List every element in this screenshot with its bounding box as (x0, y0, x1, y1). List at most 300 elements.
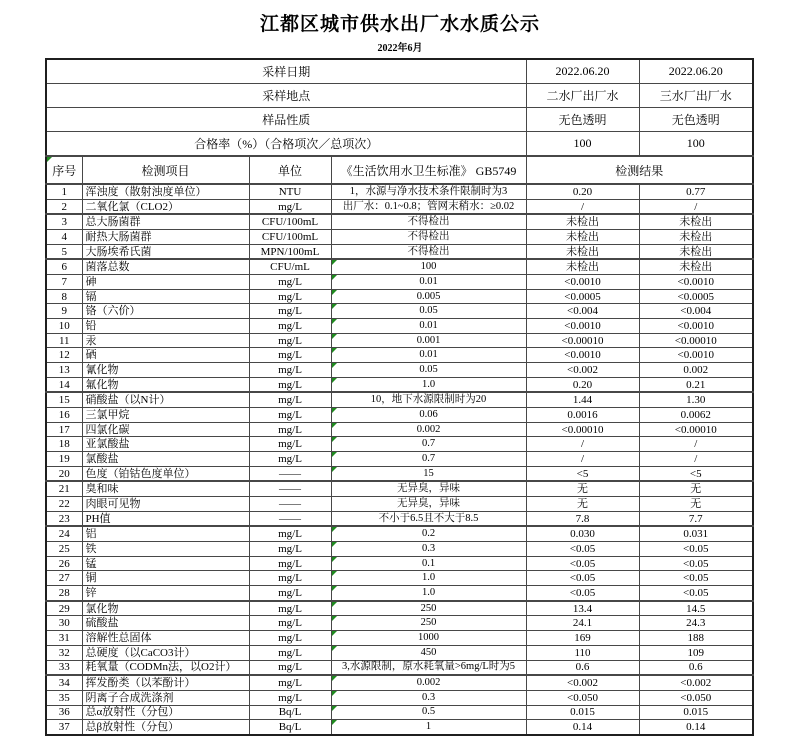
result-plant3-cell: / (639, 452, 753, 467)
water-quality-table (45, 58, 754, 736)
excel-flag-icon (332, 260, 337, 265)
unit-cell: mg/L (249, 408, 331, 423)
unit-cell: Bq/L (249, 705, 331, 720)
excel-flag-icon (332, 290, 337, 295)
row-index-cell: 18 (46, 437, 82, 452)
row-index-cell: 8 (46, 289, 82, 304)
excel-flag-icon (332, 423, 337, 428)
info-row (46, 108, 753, 132)
item-name-cell: 二氧化氯（CLO2） (82, 199, 249, 214)
table-row (46, 363, 753, 378)
row-index-cell: 30 (46, 616, 82, 631)
standard-limit-cell (331, 481, 526, 496)
standard-limit-cell (331, 690, 526, 705)
row-index-cell: 19 (46, 452, 82, 467)
standard-limit-cell (331, 660, 526, 675)
table-row (46, 199, 753, 214)
unit-cell: mg/L (249, 289, 331, 304)
item-name-cell: 铜 (82, 571, 249, 586)
result-plant3-cell: <0.0010 (639, 348, 753, 363)
table-row (46, 511, 753, 526)
table-row (46, 526, 753, 541)
table-row (46, 601, 753, 616)
info-value-plant2: 2022.06.20 (526, 59, 639, 84)
result-plant3-cell: 1.30 (639, 392, 753, 407)
row-index-cell: 28 (46, 586, 82, 601)
result-plant3-cell: <0.00010 (639, 422, 753, 437)
result-plant3-cell: <0.05 (639, 571, 753, 586)
standard-limit-cell (331, 319, 526, 334)
row-index-cell: 13 (46, 363, 82, 378)
item-name-cell: 总大肠菌群 (82, 214, 249, 229)
excel-flag-icon (332, 334, 337, 339)
standard-limit-text: 0.01 (419, 319, 438, 331)
standard-limit-cell (331, 333, 526, 348)
result-plant3-cell: <0.00010 (639, 333, 753, 348)
standard-limit-text: 不小于6.5且不大于8.5 (378, 512, 479, 524)
standard-limit-cell (331, 304, 526, 319)
unit-cell: mg/L (249, 660, 331, 675)
result-plant2-cell: 0.015 (526, 705, 639, 720)
standard-limit-text: 0.3 (421, 691, 436, 703)
standard-limit-text: 10，地下水源限制时为20 (370, 394, 487, 406)
info-value-plant2: 二水厂出厂水 (526, 84, 639, 108)
item-name-cell: 锌 (82, 586, 249, 601)
unit-cell: mg/L (249, 556, 331, 571)
info-label: 采样日期 (46, 59, 526, 84)
result-plant3-cell: 无 (639, 481, 753, 496)
item-name-cell: 氯酸盐 (82, 452, 249, 467)
info-label: 合格率（%）（合格项次／总项次） (46, 132, 526, 157)
row-index-cell: 10 (46, 319, 82, 334)
item-name-cell: 氟化物 (82, 377, 249, 392)
result-plant3-cell: 0.6 (639, 660, 753, 675)
result-plant2-cell: 0.0016 (526, 408, 639, 423)
result-plant2-cell: <0.002 (526, 675, 639, 690)
row-index-cell: 9 (46, 304, 82, 319)
standard-limit-cell (331, 377, 526, 392)
result-plant2-cell: 169 (526, 631, 639, 646)
standard-limit-text: 250 (420, 617, 437, 629)
standard-limit-text: 3,水源限制，原水耗氧量>6mg/L时为5 (341, 661, 516, 673)
result-plant3-cell: 0.031 (639, 526, 753, 541)
result-plant3-cell: <0.0010 (639, 275, 753, 290)
info-row (46, 59, 753, 84)
excel-flag-icon (332, 452, 337, 457)
standard-limit-cell (331, 466, 526, 481)
result-plant3-cell: 14.5 (639, 601, 753, 616)
item-name-cell: 挥发酚类（以苯酚计） (82, 675, 249, 690)
unit-cell: mg/L (249, 363, 331, 378)
result-plant3-cell: <0.05 (639, 542, 753, 557)
unit-cell: mg/L (249, 319, 331, 334)
item-name-cell: 硒 (82, 348, 249, 363)
result-plant2-cell: 未检出 (526, 244, 639, 259)
unit-cell: mg/L (249, 542, 331, 557)
result-plant3-cell: 109 (639, 645, 753, 660)
table-row (46, 319, 753, 334)
item-name-cell: 总β放射性（分包） (82, 720, 249, 735)
unit-cell: mg/L (249, 304, 331, 319)
result-plant3-cell: / (639, 199, 753, 214)
result-plant2-cell: 7.8 (526, 511, 639, 526)
standard-limit-text: 0.1 (421, 557, 436, 569)
table-row (46, 571, 753, 586)
standard-limit-cell (331, 392, 526, 407)
unit-cell: mg/L (249, 275, 331, 290)
table-row (46, 660, 753, 675)
info-value-plant3: 100 (639, 132, 753, 157)
standard-limit-cell (331, 616, 526, 631)
header-standard-cell: 《生活饮用水卫生标准》 GB5749 (331, 156, 526, 184)
excel-flag-icon (332, 378, 337, 383)
excel-flag-icon (332, 275, 337, 280)
result-plant3-cell: 未检出 (639, 259, 753, 274)
table-row (46, 542, 753, 557)
result-plant3-cell: 0.0062 (639, 408, 753, 423)
unit-cell: mg/L (249, 422, 331, 437)
standard-limit-text: 250 (420, 602, 437, 614)
item-name-cell: 镉 (82, 289, 249, 304)
result-plant2-cell: <0.0005 (526, 289, 639, 304)
result-plant2-cell: <0.00010 (526, 333, 639, 348)
info-value-plant2: 100 (526, 132, 639, 157)
item-name-cell: 汞 (82, 333, 249, 348)
result-plant3-cell: 未检出 (639, 244, 753, 259)
header-item-cell: 检测项目 (82, 156, 249, 184)
standard-limit-cell (331, 363, 526, 378)
standard-limit-text: 100 (420, 261, 437, 273)
standard-limit-text: 1，水源与净水技术条件限制时为3 (349, 185, 508, 197)
item-name-cell: 硝酸盐（以N计） (82, 392, 249, 407)
excel-flag-icon (332, 571, 337, 576)
row-index-cell: 2 (46, 199, 82, 214)
unit-cell: mg/L (249, 601, 331, 616)
standard-limit-text: 0.5 (421, 706, 436, 718)
item-name-cell: 氰化物 (82, 363, 249, 378)
standard-limit-text: 无异臭，异味 (397, 483, 460, 495)
result-plant3-cell: 未检出 (639, 214, 753, 229)
row-index-cell: 32 (46, 645, 82, 660)
result-plant2-cell: <0.002 (526, 363, 639, 378)
table-row (46, 289, 753, 304)
row-index-cell: 24 (46, 526, 82, 541)
standard-limit-cell (331, 586, 526, 601)
excel-flag-icon (332, 676, 337, 681)
item-name-cell: 砷 (82, 275, 249, 290)
unit-cell: mg/L (249, 645, 331, 660)
result-plant3-cell: 未检出 (639, 230, 753, 245)
standard-limit-cell (331, 230, 526, 245)
result-plant2-cell: 24.1 (526, 616, 639, 631)
result-plant2-cell: <0.05 (526, 586, 639, 601)
result-plant2-cell: <0.05 (526, 571, 639, 586)
info-value-plant3: 无色透明 (639, 108, 753, 132)
standard-limit-cell (331, 452, 526, 467)
table-row (46, 645, 753, 660)
excel-flag-icon (332, 646, 337, 651)
table-row (46, 675, 753, 690)
standard-limit-text: 15 (423, 467, 434, 479)
table-row (46, 348, 753, 363)
result-plant2-cell: 13.4 (526, 601, 639, 616)
row-index-cell: 27 (46, 571, 82, 586)
standard-limit-text: 450 (420, 646, 437, 658)
sampling-info-section (46, 59, 753, 156)
standard-limit-text: 不得检出 (407, 230, 450, 242)
row-index-cell: 34 (46, 675, 82, 690)
row-index-cell: 31 (46, 631, 82, 646)
header-unit-cell: 单位 (249, 156, 331, 184)
result-plant2-cell: <0.05 (526, 556, 639, 571)
result-plant2-cell: <0.050 (526, 690, 639, 705)
result-plant3-cell: 0.77 (639, 184, 753, 199)
row-index-cell: 36 (46, 705, 82, 720)
result-plant2-cell: 0.20 (526, 377, 639, 392)
row-index-cell: 1 (46, 184, 82, 199)
item-name-cell: 阴离子合成洗涤剂 (82, 690, 249, 705)
standard-limit-text: 无异臭，异味 (397, 497, 460, 509)
column-header-section (46, 156, 753, 184)
unit-cell: CFU/mL (249, 259, 331, 274)
item-name-cell: 肉眼可见物 (82, 497, 249, 512)
item-name-cell: 铬（六价） (82, 304, 249, 319)
result-plant3-cell: <0.0010 (639, 319, 753, 334)
result-plant2-cell: 0.20 (526, 184, 639, 199)
item-name-cell: 铝 (82, 526, 249, 541)
row-index-cell: 15 (46, 392, 82, 407)
item-name-cell: 臭和味 (82, 481, 249, 496)
standard-limit-text: 0.001 (416, 334, 441, 346)
standard-limit-text: 1.0 (421, 586, 436, 598)
excel-flag-icon (332, 720, 337, 725)
unit-cell: mg/L (249, 437, 331, 452)
row-index-cell: 35 (46, 690, 82, 705)
item-name-cell: 溶解性总固体 (82, 631, 249, 646)
result-plant3-cell: <0.05 (639, 556, 753, 571)
standard-limit-cell (331, 437, 526, 452)
unit-cell: mg/L (249, 631, 331, 646)
standard-limit-cell (331, 542, 526, 557)
excel-flag-icon (332, 319, 337, 324)
excel-flag-icon (332, 527, 337, 532)
standard-limit-text: 1.0 (421, 378, 436, 390)
unit-cell: mg/L (249, 199, 331, 214)
info-value-plant2: 无色透明 (526, 108, 639, 132)
result-plant3-cell: 0.21 (639, 377, 753, 392)
result-plant2-cell: 0.6 (526, 660, 639, 675)
unit-cell: —— (249, 466, 331, 481)
standard-limit-text: 0.7 (421, 452, 436, 464)
standard-limit-cell (331, 675, 526, 690)
excel-flag-icon (332, 616, 337, 621)
standard-limit-text: 不得检出 (407, 245, 450, 257)
row-index-cell: 3 (46, 214, 82, 229)
excel-flag-icon (332, 304, 337, 309)
standard-limit-text: 0.2 (421, 528, 436, 540)
excel-flag-icon (332, 691, 337, 696)
item-name-cell: 总硬度（以CaCO3计） (82, 645, 249, 660)
excel-flag-icon (332, 557, 337, 562)
result-plant2-cell: 未检出 (526, 214, 639, 229)
row-index-cell: 20 (46, 466, 82, 481)
table-row (46, 275, 753, 290)
unit-cell: mg/L (249, 571, 331, 586)
table-row (46, 392, 753, 407)
excel-flag-icon (332, 467, 337, 472)
result-plant2-cell: 0.14 (526, 720, 639, 735)
table-row (46, 720, 753, 735)
result-plant3-cell: 24.3 (639, 616, 753, 631)
row-index-cell: 16 (46, 408, 82, 423)
excel-flag-icon (332, 348, 337, 353)
item-name-cell: 总α放射性（分包） (82, 705, 249, 720)
item-name-cell: 亚氯酸盐 (82, 437, 249, 452)
standard-limit-cell (331, 422, 526, 437)
item-name-cell: 三氯甲烷 (82, 408, 249, 423)
standard-limit-cell (331, 526, 526, 541)
item-name-cell: 菌落总数 (82, 259, 249, 274)
info-value-plant3: 三水厂出厂水 (639, 84, 753, 108)
result-plant3-cell: <0.05 (639, 586, 753, 601)
item-name-cell: 色度（铂钴色度单位） (82, 466, 249, 481)
unit-cell: mg/L (249, 348, 331, 363)
unit-cell: MPN/100mL (249, 244, 331, 259)
table-row (46, 377, 753, 392)
item-name-cell: 浑浊度（散射浊度单位） (82, 184, 249, 199)
standard-limit-cell (331, 720, 526, 735)
table-row (46, 408, 753, 423)
table-row (46, 184, 753, 199)
row-index-cell: 29 (46, 601, 82, 616)
table-row (46, 466, 753, 481)
standard-limit-cell (331, 259, 526, 274)
info-row (46, 84, 753, 108)
header-no-cell (46, 156, 82, 184)
table-row (46, 259, 753, 274)
header-no-label: 序号 (52, 163, 77, 178)
standard-limit-text: 0.7 (421, 438, 436, 450)
table-row (46, 452, 753, 467)
result-plant2-cell: 110 (526, 645, 639, 660)
unit-cell: mg/L (249, 690, 331, 705)
standard-limit-cell (331, 631, 526, 646)
standard-limit-cell (331, 497, 526, 512)
standard-limit-cell (331, 556, 526, 571)
result-plant3-cell: <0.0005 (639, 289, 753, 304)
unit-cell: mg/L (249, 616, 331, 631)
item-name-cell: 耐热大肠菌群 (82, 230, 249, 245)
table-row (46, 244, 753, 259)
result-plant2-cell: <5 (526, 466, 639, 481)
excel-flag-icon (47, 157, 52, 162)
row-index-cell: 12 (46, 348, 82, 363)
row-index-cell: 11 (46, 333, 82, 348)
excel-flag-icon (332, 706, 337, 711)
result-plant2-cell: <0.0010 (526, 319, 639, 334)
result-plant3-cell: <0.004 (639, 304, 753, 319)
standard-limit-cell (331, 645, 526, 660)
result-plant3-cell: 7.7 (639, 511, 753, 526)
item-name-cell: 锰 (82, 556, 249, 571)
excel-flag-icon (332, 631, 337, 636)
unit-cell: mg/L (249, 377, 331, 392)
unit-cell: —— (249, 481, 331, 496)
row-index-cell: 22 (46, 497, 82, 512)
result-plant2-cell: <0.05 (526, 542, 639, 557)
standard-limit-text: 1.0 (421, 572, 436, 584)
unit-cell: —— (249, 497, 331, 512)
standard-limit-text: 0.05 (419, 363, 438, 375)
standard-limit-text: 不得检出 (407, 216, 450, 228)
unit-cell: mg/L (249, 333, 331, 348)
standard-limit-cell (331, 199, 526, 214)
result-plant2-cell: <0.0010 (526, 275, 639, 290)
standard-limit-text: 0.01 (419, 275, 438, 287)
result-plant3-cell: 0.002 (639, 363, 753, 378)
excel-flag-icon (332, 602, 337, 607)
info-row (46, 132, 753, 157)
standard-limit-cell (331, 348, 526, 363)
row-index-cell: 26 (46, 556, 82, 571)
result-plant3-cell: 0.14 (639, 720, 753, 735)
standard-limit-text: 0.01 (419, 349, 438, 361)
standard-limit-text: 0.06 (419, 408, 438, 420)
table-row (46, 230, 753, 245)
result-plant3-cell: 0.015 (639, 705, 753, 720)
row-index-cell: 21 (46, 481, 82, 496)
result-plant3-cell: 188 (639, 631, 753, 646)
standard-limit-text: 出厂水：0.1~0.8；管网末稍水：≥0.02 (342, 200, 515, 212)
result-plant2-cell: 1.44 (526, 392, 639, 407)
result-plant3-cell: 无 (639, 497, 753, 512)
row-index-cell: 33 (46, 660, 82, 675)
standard-limit-cell (331, 184, 526, 199)
result-plant2-cell: <0.0010 (526, 348, 639, 363)
standard-limit-cell (331, 289, 526, 304)
result-plant2-cell: <0.004 (526, 304, 639, 319)
table-row (46, 616, 753, 631)
table-row (46, 497, 753, 512)
result-plant3-cell: <0.002 (639, 675, 753, 690)
item-name-cell: 氯化物 (82, 601, 249, 616)
item-name-cell: 铅 (82, 319, 249, 334)
standard-limit-text: 0.05 (419, 305, 438, 317)
unit-cell: mg/L (249, 392, 331, 407)
info-label: 样品性质 (46, 108, 526, 132)
excel-flag-icon (332, 542, 337, 547)
table-row (46, 333, 753, 348)
table-row (46, 556, 753, 571)
row-index-cell: 37 (46, 720, 82, 735)
unit-cell: —— (249, 511, 331, 526)
table-row (46, 422, 753, 437)
standard-limit-cell (331, 511, 526, 526)
result-plant3-cell: <0.050 (639, 690, 753, 705)
page-title: 江都区城市供水出厂水水质公示 (259, 14, 540, 35)
standard-limit-text: 0.3 (421, 542, 436, 554)
result-plant2-cell: 未检出 (526, 259, 639, 274)
item-name-cell: 铁 (82, 542, 249, 557)
table-row (46, 690, 753, 705)
report-month: 2022年6月 (377, 43, 423, 54)
row-index-cell: 25 (46, 542, 82, 557)
standard-limit-text: 1000 (418, 631, 439, 643)
excel-flag-icon (332, 586, 337, 591)
row-index-cell: 5 (46, 244, 82, 259)
table-row (46, 437, 753, 452)
table-row (46, 481, 753, 496)
